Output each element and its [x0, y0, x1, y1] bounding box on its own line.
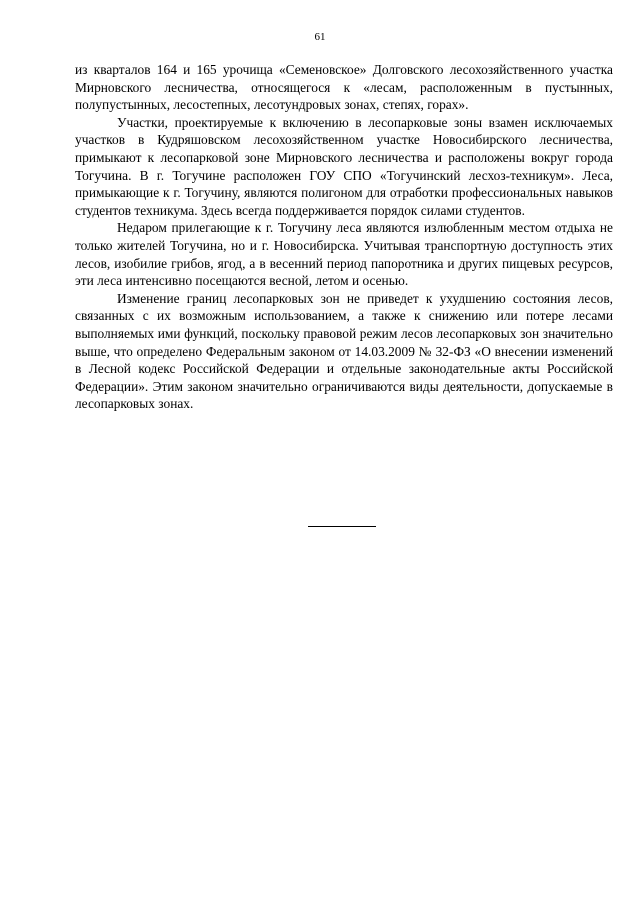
paragraph-legal-regime: Изменение границ лесопарковых зон не приведет к ухудшению состояния лесов, связанных с их возможным использованием, а также к снижению или потере лесами выполняемых ими функций, поскольку правовой режим лесов лесопарковых зон значительно выше, что определено Федеральным законом от 14.03.2009 № 32-ФЗ «О внесении изменений в Лесной кодекс Российской Федерации и отдельные законодательные акты Российской Федерации». Этим законом значительно ограничиваются виды деятельности, допускаемые в лесопарковых зонах.	[75, 290, 613, 412]
paragraph-togucin-plots: Участки, проектируемые к включению в лесопарковые зоны взамен исключаемых участков в Кудряшовском лесохозяйственном участке Новосибирского лесничества, примыкают к лесопарковой зоне Мирновского лесничества и расположены вокруг города Тогучина. В г. Тогучине расположен ГОУ СПО «Тогучинский лесхоз-техникум». Леса, примыкающие к г. Тогучину, являются полигоном для отработки профессиональных навыков студентов техникума. Здесь всегда поддерживается порядок силами студентов.	[75, 114, 613, 218]
paragraph-continuation: из кварталов 164 и 165 урочища «Семеновское» Долговского лесохозяйственного участка Мирновского лесничества, относящегося к «лесам, расположенным в пустынных, полупустынных, лесостепных, лесотундровых зонах, степях, горах».	[75, 62, 613, 113]
paragraph-recreation: Недаром прилегающие к г. Тогучину леса являются излюбленным местом отдыха не только жителей Тогучина, но и г. Новосибирска. Учитывая транспортную доступность этих лесов, изобилие грибов, ягод, а в весенний период папоротника и других пищевых ресурсов, эти леса интенсивно посещаются весной, летом и осенью.	[75, 220, 613, 289]
page-number: 61	[314, 31, 326, 43]
document-body	[75, 61, 613, 413]
end-separator-line	[308, 526, 376, 527]
